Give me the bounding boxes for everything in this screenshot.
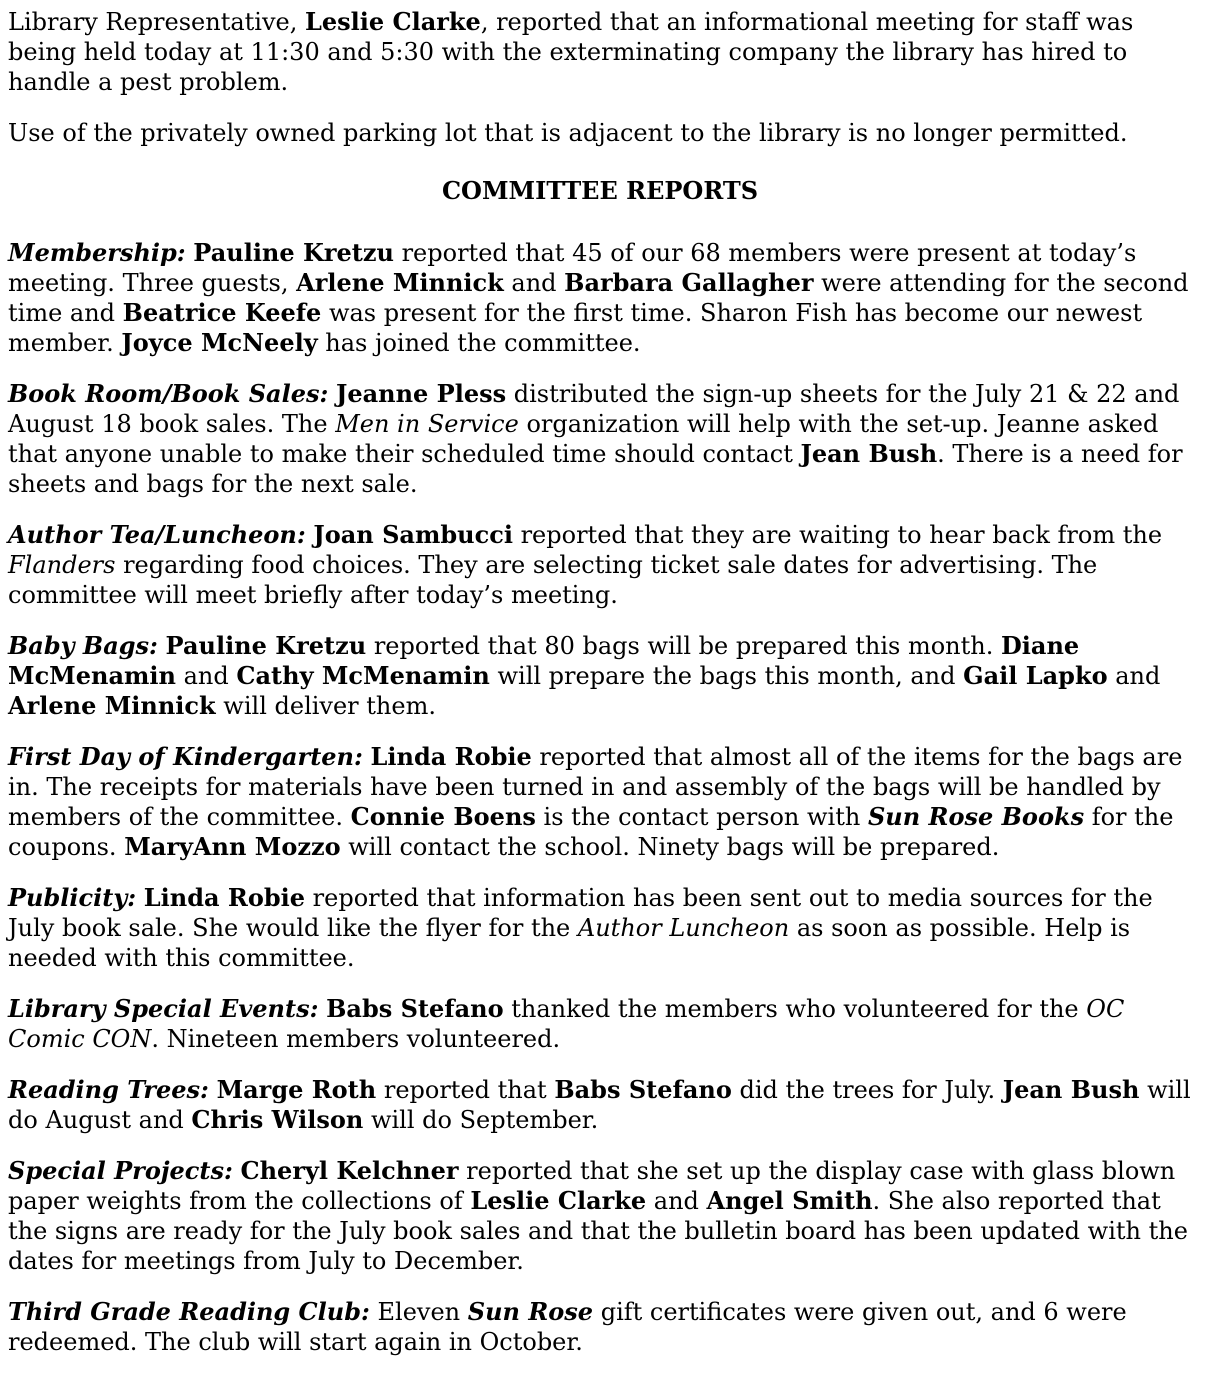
text-run	[318, 995, 326, 1023]
publicity-report	[8, 883, 1192, 973]
parking-lot-notice	[8, 118, 1192, 148]
text-run: OC Comic CON	[8, 995, 1125, 1053]
text-run: reported that 45 of our 68 members were present at today’s meeting. Three guests,	[8, 239, 1137, 297]
text-run: Leslie Clarke	[470, 1186, 647, 1215]
text-run: reported that 80 bags will be prepared this month.	[366, 632, 1001, 660]
text-run: Joyce McNeely	[121, 328, 318, 357]
text-run: as soon as possible. Help is needed with this committee.	[8, 914, 1131, 972]
text-run: Angel Smith	[706, 1186, 873, 1215]
text-run: Book Room/Book Sales:	[8, 379, 329, 408]
intro-library-representative	[8, 7, 1192, 97]
text-run: Sun Rose	[467, 1297, 594, 1326]
text-run: is the contact person with	[535, 803, 868, 831]
text-run: reported that information has been sent out to media sources for the July book sale. She would like the flyer for the	[8, 884, 1153, 942]
text-run: Connie Boens	[350, 802, 536, 831]
text-run: Babs Stefano	[326, 994, 504, 1023]
text-run: Beatrice Keefe	[122, 298, 322, 327]
text-run: Marge Roth	[216, 1075, 377, 1104]
text-run	[158, 632, 166, 660]
text-run: Author Tea/Luncheon:	[8, 520, 306, 549]
library-special-events-report	[8, 994, 1192, 1054]
text-run: and	[1107, 662, 1161, 690]
text-run: will do September.	[363, 1106, 599, 1134]
text-run: distributed the sign-up sheets for the July 21 & 22 and August 18 book sales. The	[8, 380, 1180, 438]
text-run: Jeanne Pless	[335, 379, 507, 408]
text-run: Membership:	[8, 238, 186, 267]
text-run: . Nineteen members volunteered.	[151, 1025, 561, 1053]
text-run: Use of the privately owned parking lot that is adjacent to the library is no longer permitted.	[8, 119, 1128, 147]
text-run: Babs Stefano	[554, 1075, 732, 1104]
text-run	[209, 1076, 217, 1104]
text-run: Special Projects:	[8, 1156, 233, 1185]
text-run: and	[503, 269, 565, 297]
text-run: Baby Bags:	[8, 631, 158, 660]
text-run: Cheryl Kelchner	[240, 1156, 459, 1185]
book-room-book-sales-report	[8, 379, 1192, 499]
text-run: Linda Robie	[370, 742, 532, 771]
committee-reports-heading	[8, 176, 1192, 206]
text-run: Arlene Minnick	[8, 691, 216, 720]
text-run: Men in Service	[335, 410, 519, 438]
text-run: will prepare the bags this month, and	[489, 662, 964, 690]
text-run: COMMITTEE REPORTS	[441, 176, 759, 205]
baby-bags-report	[8, 631, 1192, 721]
text-run: Library Representative,	[8, 8, 305, 36]
text-run: did the trees for July.	[731, 1076, 1003, 1104]
text-run: . She also reported that the signs are ready for the July book sales and that the bulletin board has been updated with the dates for meetings from July to December.	[8, 1187, 1188, 1275]
text-run: organization will help with the set-up. Jeanne asked that anyone unable to make their scheduled time should contact	[8, 410, 1159, 468]
text-run: MaryAnn Mozzo	[124, 832, 341, 861]
membership-report	[8, 238, 1192, 358]
reading-trees-report	[8, 1075, 1192, 1135]
text-run	[328, 380, 336, 408]
text-run: reported that they are waiting to hear back from the	[512, 521, 1163, 549]
text-run: regarding food choices. They are selecting ticket sale dates for advertising. The committee will meet briefly after today’s meeting.	[8, 551, 1098, 609]
text-run: reported that	[376, 1076, 555, 1104]
text-run: will deliver them.	[215, 692, 436, 720]
text-run: Library Special Events:	[8, 994, 319, 1023]
text-run: Barbara Gallagher	[564, 268, 814, 297]
first-day-of-kindergarten-report	[8, 742, 1192, 862]
text-run: will do August and	[8, 1076, 1191, 1134]
text-run: and	[175, 662, 237, 690]
text-run: Third Grade Reading Club:	[8, 1297, 370, 1326]
text-run: Reading Trees:	[8, 1075, 209, 1104]
text-run: was present for the first time. Sharon Fish has become our newest member.	[8, 299, 1143, 357]
text-run: . There is a need for sheets and bags for the next sale.	[8, 440, 1183, 498]
text-run: and	[646, 1187, 707, 1215]
special-projects-report	[8, 1156, 1192, 1276]
text-run: Eleven	[369, 1298, 468, 1326]
text-run: Jean Bush	[1002, 1075, 1140, 1104]
text-run: will contact the school. Ninety bags will be prepared.	[340, 833, 1000, 861]
text-run: Flanders	[8, 551, 116, 579]
third-grade-reading-club-report	[8, 1297, 1192, 1357]
text-run: for the coupons.	[8, 803, 1174, 861]
text-run: Joan Sambucci	[313, 520, 513, 549]
text-run: Pauline Kretzu	[165, 631, 367, 660]
text-run	[136, 884, 144, 912]
text-run: has joined the committee.	[317, 329, 641, 357]
text-run: Gail Lapko	[963, 661, 1108, 690]
text-run: Arlene Minnick	[296, 268, 504, 297]
author-tea-luncheon-report	[8, 520, 1192, 610]
text-run: Linda Robie	[143, 883, 306, 912]
text-run: Author Luncheon	[577, 914, 790, 942]
text-run: Chris Wilson	[191, 1105, 364, 1134]
text-run	[233, 1157, 241, 1185]
text-run: Cathy McMenamin	[236, 661, 490, 690]
text-run: were attending for the second time and	[8, 269, 1189, 327]
text-run: reported that almost all of the items for the bags are in. The receipts for materials have been turned in and assembly of the bags will be handled by members of the committee.	[8, 743, 1183, 831]
text-run: Publicity:	[8, 883, 137, 912]
text-run: reported that she set up the display case with glass blown paper weights from the collections of	[8, 1157, 1176, 1215]
text-run: Diane McMenamin	[8, 631, 1080, 690]
text-run: thanked the members who volunteered for the	[503, 995, 1087, 1023]
text-run: , reported that an informational meeting for staff was being held today at 11:30 and 5:30 with the exterminating company the library has hired to handle a pest problem.	[8, 8, 1134, 96]
text-run: Pauline Kretzu	[193, 238, 394, 267]
text-run: gift certificates were given out, and 6 were redeemed. The club will start again in October.	[8, 1298, 1127, 1356]
text-run: Leslie Clarke	[305, 7, 481, 36]
text-run: Jean Bush	[800, 439, 938, 468]
text-run: Sun Rose Books	[867, 802, 1085, 831]
text-run: First Day of Kindergarten:	[8, 742, 363, 771]
text-run	[363, 743, 371, 771]
